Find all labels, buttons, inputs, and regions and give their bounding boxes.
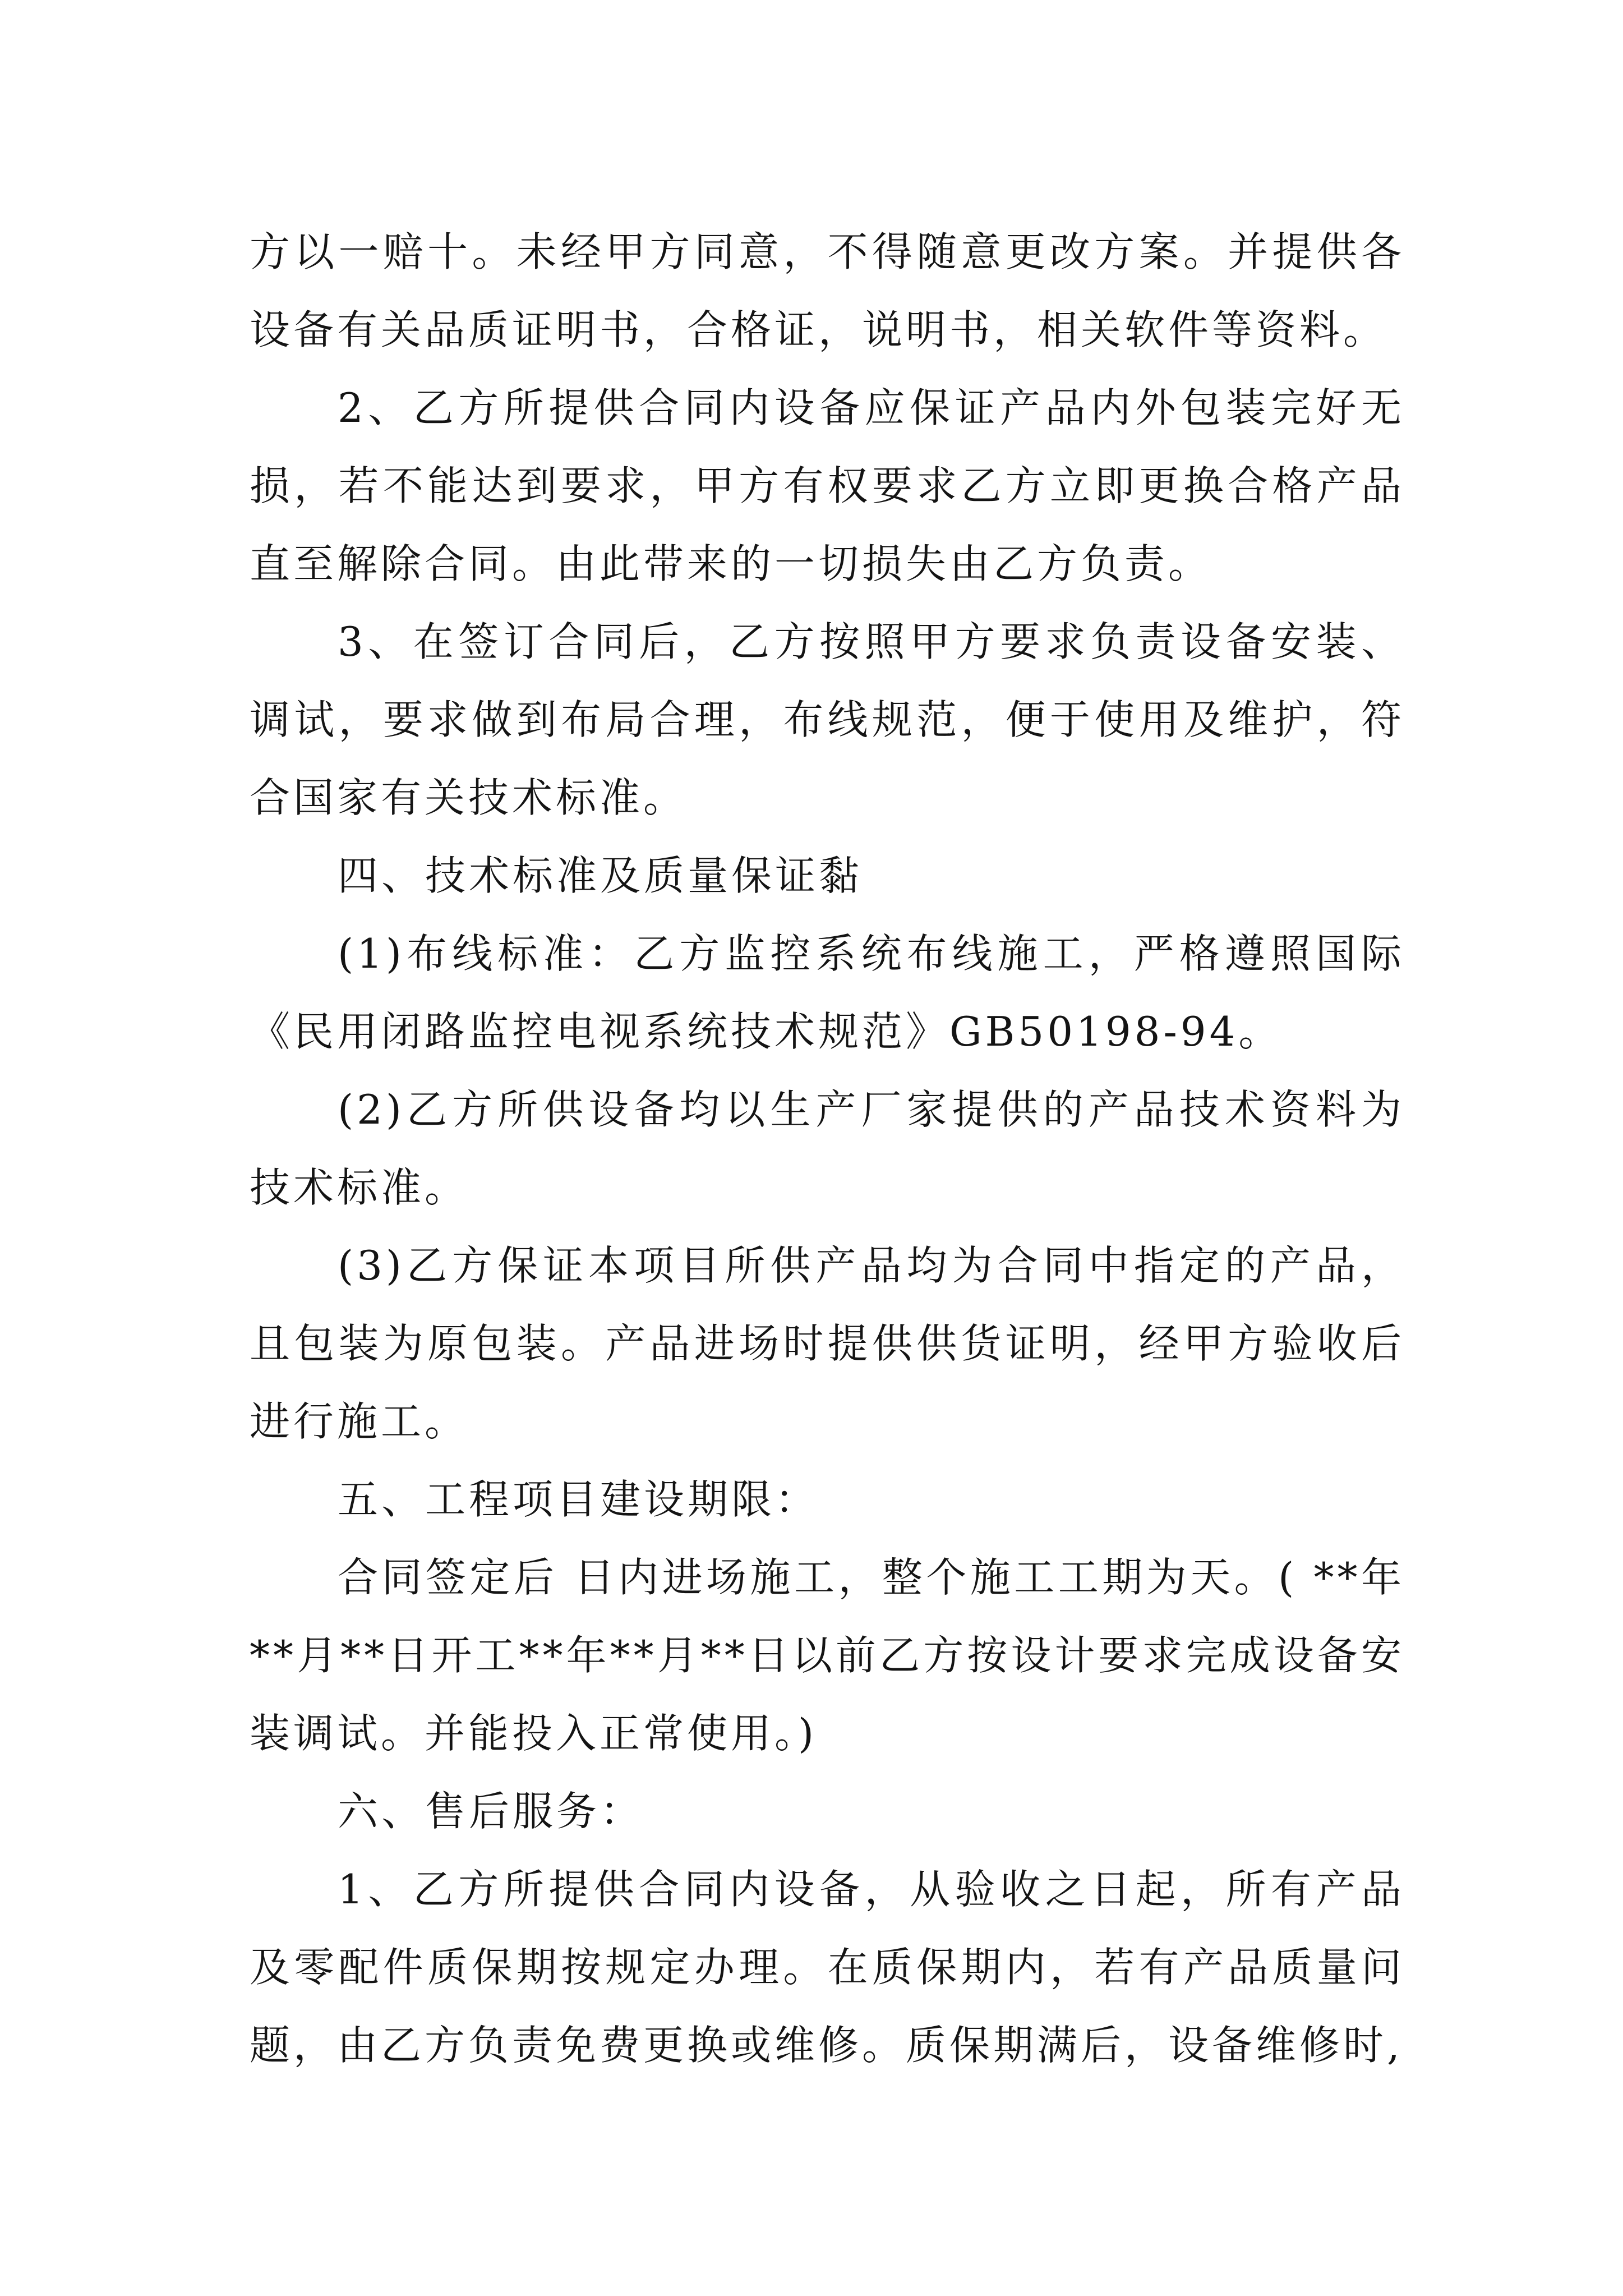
section-heading-after-sales: 六、售后服务：	[338, 1788, 644, 1835]
paragraph-construction-schedule: 合同签定后 日内进场施工，整个施工工期为天。( **年**月**日开工**年**月**日以前乙方按设计要求完成设备安装调试。并能投入正常使用。)	[250, 1554, 1405, 1757]
paragraph-item-3-product-guarantee: (3)乙方保证本项目所供产品均为合同中指定的产品，且包装为原包装。产品进场时提供供货证明，经甲方验收后进行施工。	[250, 1242, 1405, 1445]
paragraph-after-sales-clause-1: 1、乙方所提供合同内设备，从验收之日起，所有产品及零配件质保期按规定办理。在质保期内，若有产品质量问题，由乙方负责免费更换或维修。质保期满后，设备维修时,	[250, 1866, 1405, 2069]
paragraph-continuation: 方以一赔十。未经甲方同意，不得随意更改方案。并提供各设备有关品质证明书，合格证，说明书，相关软件等资料。	[250, 228, 1405, 353]
document-body	[250, 213, 1405, 2085]
section-heading-construction-period: 五、工程项目建设期限：	[338, 1476, 819, 1523]
section-heading-technical-standards: 四、技术标准及质量保证黏	[338, 852, 863, 899]
paragraph-item-1-wiring-standard: (1)布线标准：乙方监控系统布线施工，严格遵照国际《民用闭路监控电视系统技术规范》GB50198-94。	[250, 930, 1405, 1055]
paragraph-clause-2: 2、乙方所提供合同内设备应保证产品内外包装完好无损，若不能达到要求，甲方有权要求乙方立即更换合格产品直至解除合同。由此带来的一切损失由乙方负责。	[250, 384, 1405, 587]
paragraph-clause-3: 3、在签订合同后，乙方按照甲方要求负责设备安装、调试，要求做到布局合理，布线规范，便于使用及维护，符合国家有关技术标准。	[250, 618, 1405, 821]
paragraph-item-2-equipment-standard: (2)乙方所供设备均以生产厂家提供的产品技术资料为技术标准。	[250, 1086, 1405, 1211]
